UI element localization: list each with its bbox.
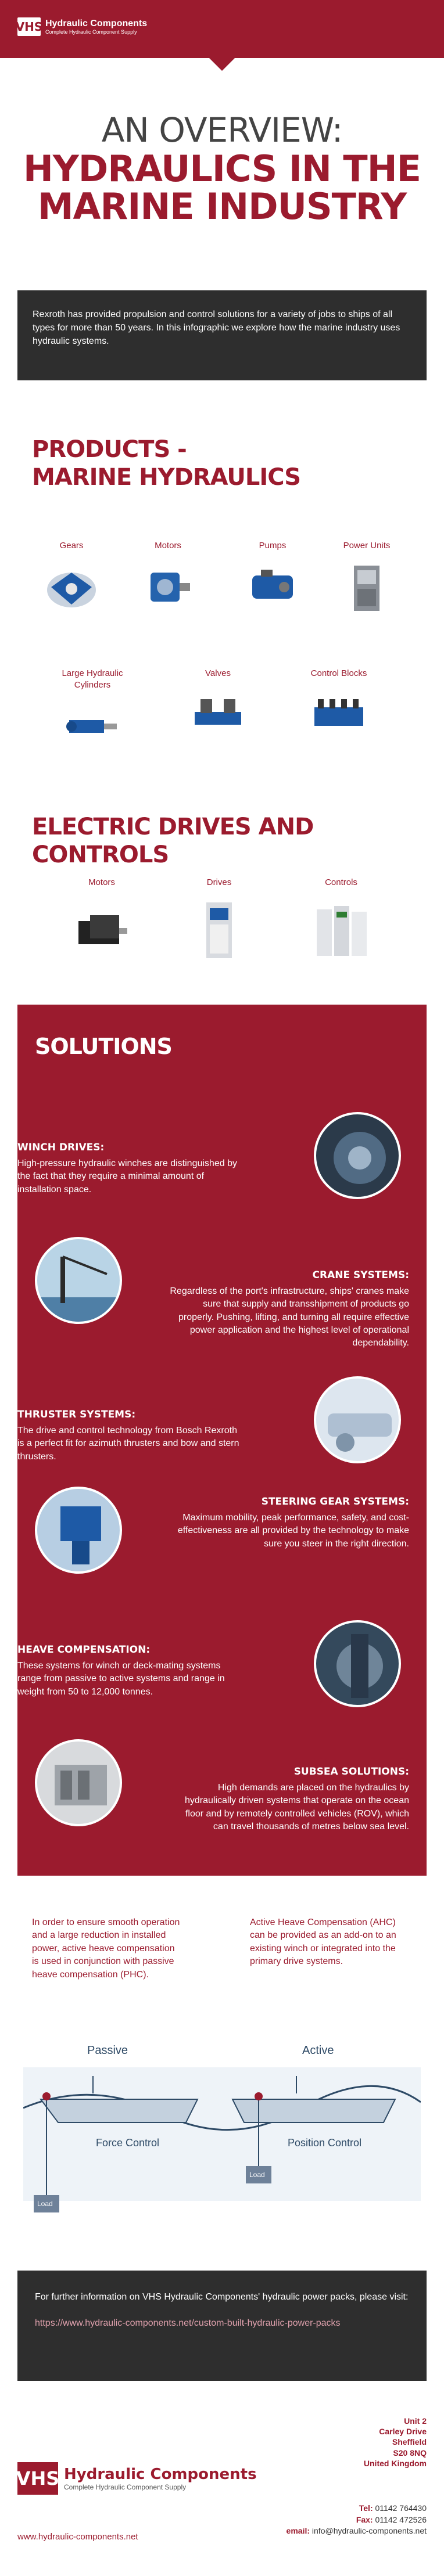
vhs-footer-mark: VHS [17,2462,58,2495]
servo-motor-icon [73,898,131,962]
gears-icon [42,561,101,613]
product-power-units: Power Units [329,540,404,613]
website-link[interactable]: www.hydraulic-components.net [17,2532,138,2542]
motor-icon [139,561,197,613]
electric-heading: ELECTRIC DRIVES AND CONTROLS [32,814,314,868]
heave-diagram [23,2044,421,2236]
drive-unit-icon [190,898,248,962]
winch-drives: WINCH DRIVES: High-pressure hydraulic winches are distinguished by the fact that they require a minimal amount of installation space. [17,1142,237,1195]
control-unit-icon [312,898,370,962]
thruster-image [314,1376,401,1463]
header-bar [0,0,444,58]
footer-logo-title: Hydraulic Components [64,2466,257,2483]
crane-systems: CRANE SYSTEMS: Regardless of the port's infrastructure, ships' cranes make sure that supply and transshipment of products go properly. Pushing, lifting, and turning all require effective power application and the highest level of operational dependability. [170,1269,409,1348]
phone-number[interactable]: 01142 764430 [375,2503,427,2513]
subsea-solutions: SUBSEA SOLUTIONS: High demands are placed on the hydraulics by hydraulically driven systems that operate on the ocean floor and by remotely controlled vehicles (ROV), which can travel thousands of metres below sea level. [185,1766,409,1832]
heave-compensation: HEAVE COMPENSATION: These systems for winch or deck-mating systems range from passive to active systems and range in weight from 50 to 12,000 tonnes. [17,1644,225,1697]
product-motors: Motors [130,540,206,613]
footer-info-box [17,2271,427,2381]
product-pumps: Pumps [235,540,310,613]
crane-image [35,1237,122,1324]
load-label-passive: Load [37,2200,53,2208]
chevron-down-icon [209,58,235,71]
page-title-line2: HYDRAULICS IN THE MARINE INDUSTRY [23,147,421,228]
email-link[interactable]: info@hydraulic-components.net [311,2526,427,2536]
control-block-icon [310,689,368,741]
intro-box: Rexroth has provided propulsion and control solutions for a variety of jobs to ships of all types for more than 50 years. In this infographic we explore how the marine industry uses hydraulic systems. [17,290,427,380]
electric-controls: Controls [303,877,379,962]
page-title-line1: AN OVERVIEW: [101,110,343,150]
steering-gear-systems: STEERING GEAR SYSTEMS: Maximum mobility, peak performance, safety, and cost-effectiveness are all provided by the technology to make sure you steer in the right direction. [177,1496,409,1549]
active-label: Active [302,2044,334,2057]
contact-details: Tel: 01142 764430 Fax: 01142 472526 email: info@hydraulic-components.net [286,2503,427,2536]
product-cylinders: Large Hydraulic Cylinders [55,668,130,752]
winch-image [314,1112,401,1199]
logo-tagline: Complete Hydraulic Component Supply [45,29,137,35]
load-label-active: Load [249,2171,265,2179]
electric-motors: Motors [64,877,139,962]
solutions-panel [17,1005,427,1876]
solutions-heading: SOLUTIONS [35,1034,172,1059]
footer-logo[interactable] [17,2462,257,2495]
steering-gear-image [35,1487,122,1574]
product-gears: Gears [34,540,109,613]
power-unit-icon [338,561,396,613]
pump-icon [244,561,302,613]
company-address: Unit 2 Carley Drive Sheffield S20 8NQ United Kingdom [363,2416,427,2468]
thruster-systems: THRUSTER SYSTEMS: The drive and control technology from Bosch Rexroth is a perfect fit for azimuth thrusters and bow and stern thrusters. [17,1409,239,1462]
vhs-logo-mark: VHS [17,17,41,36]
passive-label: Passive [87,2044,128,2057]
header-logo[interactable] [17,17,147,36]
product-control-blocks: Control Blocks [301,668,377,741]
product-valves: Valves [180,668,256,741]
footer-logo-tagline: Complete Hydraulic Component Supply [64,2483,187,2491]
valve-icon [189,689,247,741]
electric-drives: Drives [181,877,257,962]
cylinder-icon [63,700,121,752]
position-control-label: Position Control [288,2137,362,2149]
heave-image [314,1620,401,1707]
footer-info-text: For further information on VHS Hydraulic Components' hydraulic power packs, please visit: [35,2292,409,2302]
active-text: Active Heave Compensation (AHC) can be provided as an add-on to an existing winch or integrated into the primary drive systems. [250,1917,396,1967]
force-control-label: Force Control [96,2137,160,2149]
logo-title: Hydraulic Components [45,19,148,28]
passive-text: In order to ensure smooth operation and a large reduction in installed power, active heave compensation is used in conjunction with passive heave compensation (PHC). [32,1917,180,1980]
subsea-image [35,1739,122,1826]
power-packs-link[interactable]: https://www.hydraulic-components.net/custom-built-hydraulic-power-packs [35,2318,341,2329]
products-heading: PRODUCTS - MARINE HYDRAULICS [32,436,301,491]
fax-number: 01142 472526 [375,2514,427,2524]
